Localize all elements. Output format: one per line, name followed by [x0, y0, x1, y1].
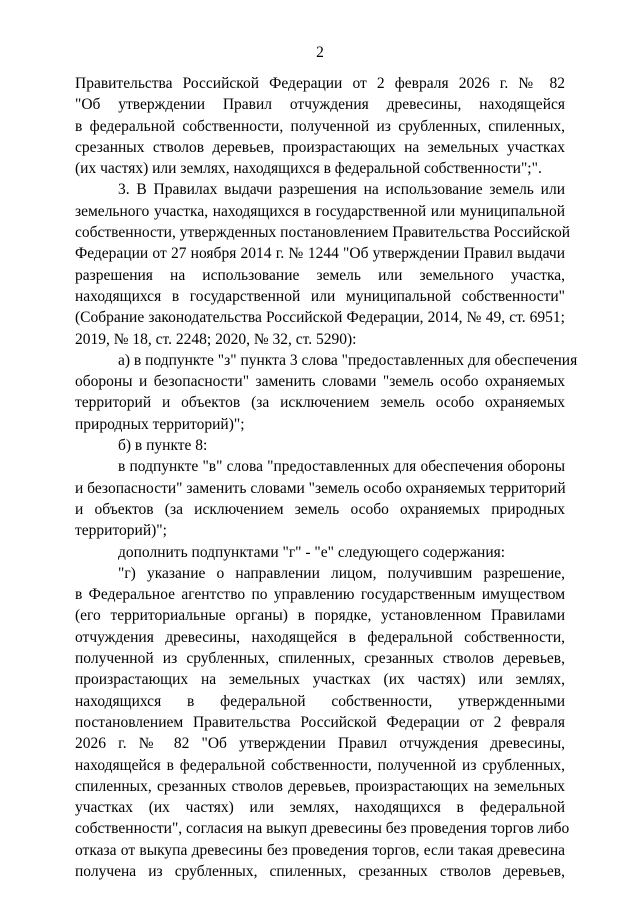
text-line: территорий и объектов (за исключением земель особо охраняемых: [75, 394, 565, 412]
text-line: полученной из срубленных, спиленных, срезанных стволов деревьев,: [75, 650, 565, 668]
text-line: "г) указание о направлении лицом, получившим разрешение,: [118, 564, 565, 582]
text-line: территорий)";: [75, 522, 167, 540]
text-line: постановлением Правительства Российской Федерации от 2 февраля: [75, 713, 565, 731]
text-line: "Об утверждении Правил отчуждения древесины, находящейся: [75, 96, 565, 114]
text-line: собственности", согласия на выкуп древесины без проведения торгов либо: [75, 820, 570, 838]
page-number: 2: [316, 44, 324, 61]
text-line: дополнить подпунктами "г" - "е" следующего содержания:: [118, 543, 506, 561]
text-line: в федеральной собственности, полученной из срубленных, спиленных,: [75, 117, 565, 135]
text-line: природных территорий)";: [75, 415, 245, 433]
text-line: (их частях) или землях, находящихся в федеральной собственности";".: [75, 160, 542, 178]
document-body: [75, 73, 578, 882]
text-line: и объектов (за исключением земель особо охраняемых природных: [75, 500, 565, 518]
text-line: обороны и безопасности" заменить словами "земель особо охраняемых: [75, 373, 565, 391]
text-line: участках (их частях) или землях, находящихся в федеральной: [75, 799, 565, 817]
text-line: 3. В Правилах выдачи разрешения на использование земель или: [118, 181, 565, 199]
text-line: в подпункте "в" слова "предоставленных для обеспечения обороны: [118, 458, 565, 476]
text-line: произрастающих на земельных участках (их частях) или землях,: [75, 671, 565, 689]
text-line: 2019, № 18, ст. 2248; 2020, № 32, ст. 5290):: [75, 330, 357, 348]
text-line: и безопасности" заменить словами "земель особо охраняемых территорий: [75, 479, 566, 497]
text-line: земельного участка, находящихся в государственной или муниципальной: [75, 202, 565, 220]
text-line: срезанных стволов деревьев, произрастающих на земельных участках: [75, 138, 565, 156]
text-line: собственности, утвержденных постановлением Правительства Российской: [75, 224, 571, 242]
text-line: находящихся в государственной или муниципальной собственности": [75, 287, 565, 305]
text-line: Федерации от 27 ноября 2014 г. № 1244 "Об утверждении Правил выдачи: [75, 245, 565, 263]
text-line: Правительства Российской Федерации от 2 февраля 2026 г. № 82: [75, 75, 565, 92]
text-line: (Собрание законодательства Российской Федерации, 2014, № 49, ст. 6951;: [75, 309, 565, 327]
text-line: получена из срубленных, спиленных, срезанных стволов деревьев,: [75, 862, 565, 880]
text-line: а) в подпункте "з" пункта 3 слова "предоставленных для обеспечения: [118, 351, 578, 369]
text-line: находящейся в федеральной собственности, полученной из срубленных,: [75, 756, 565, 774]
text-line: в Федеральное агентство по управлению государственным имуществом: [75, 586, 565, 604]
text-line: (его территориальные органы) в порядке, установленном Правилами: [75, 607, 565, 625]
text-line: разрешения на использование земель или земельного участка,: [75, 266, 565, 284]
text-line: спиленных, срезанных стволов деревьев, произрастающих на земельных: [75, 777, 565, 795]
text-line: б) в пункте 8:: [118, 437, 208, 455]
text-line: 2026 г. № 82 "Об утверждении Правил отчуждения древесины,: [75, 735, 565, 753]
text-line: отказа от выкупа древесины без проведения торгов, если такая древесина: [75, 841, 565, 859]
text-line: отчуждения древесины, находящейся в федеральной собственности,: [75, 628, 565, 646]
text-line: находящихся в федеральной собственности, утвержденными: [75, 692, 565, 710]
